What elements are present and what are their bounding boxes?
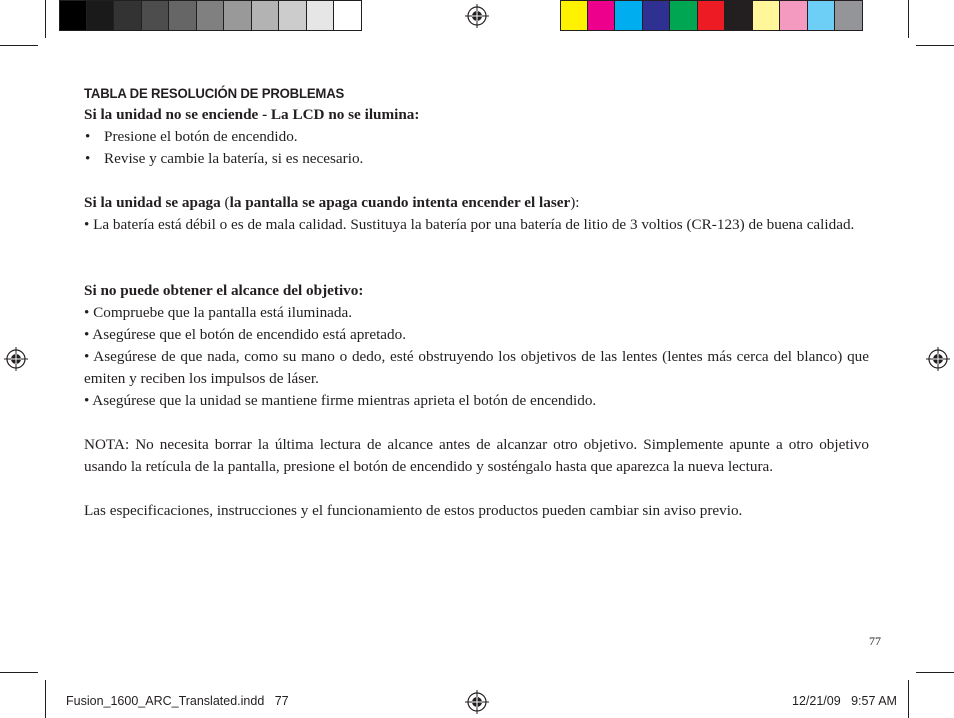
crop-mark [0,45,38,46]
list-item: • Compruebe que la pantalla está iluminada. [84,304,353,321]
question-text: la pantalla se apaga cuando intenta encender el laser [229,194,571,211]
crop-mark [908,0,909,38]
paren-close: ): [570,194,580,211]
crop-mark [908,680,909,718]
crop-mark [916,45,954,46]
color-swatch [835,0,863,31]
color-swatch [252,0,280,31]
section2-text: • La batería está débil o es de mala calidad. Sustituya la batería por una batería de litio de 3 voltios (CR-123) de buena calidad. [84,216,855,233]
cmyk-color-bar [560,0,863,32]
color-swatch [725,0,753,31]
page-title: TABLA DE RESOLUCIÓN DE PROBLEMAS [84,85,345,101]
color-swatch [224,0,252,31]
color-swatch [698,0,726,31]
grayscale-color-bar [59,0,362,32]
color-swatch [169,0,197,31]
color-swatch [307,0,335,31]
section1-question: Si la unidad no se enciende - La LCD no se ilumina: [84,106,420,123]
page-number: 77 [869,634,881,648]
list-item: • Presione el botón de encendido. [84,126,869,148]
list-item: • Asegúrese de que nada, como su mano o dedo, esté obstruyendo los objetivos de las lentes (lentes más cerca del blanco) que emiten y reciben los impulsos de láser. [84,348,869,387]
crop-mark [45,0,46,38]
disclaimer-paragraph: Las especificaciones, instrucciones y el funcionamiento de estos productos pueden cambiar sin aviso previo. [84,502,743,519]
crop-mark [916,672,954,673]
registration-mark-icon [465,690,489,714]
section3-question: Si no puede obtener el alcance del objetivo: [84,282,364,299]
color-swatch [808,0,836,31]
list-item: • Asegúrese que la unidad se mantiene firme mientras aprieta el botón de encendido. [84,392,597,409]
paren-open: ( [224,194,230,211]
color-swatch [643,0,671,31]
crop-mark [0,672,38,673]
color-swatch [279,0,307,31]
color-swatch [197,0,225,31]
color-swatch [780,0,808,31]
color-swatch [334,0,362,31]
list-item: • Asegúrese que el botón de encendido está apretado. [84,326,407,343]
section2-question [84,192,869,214]
color-swatch [753,0,781,31]
crop-mark [45,680,46,718]
color-swatch [560,0,588,31]
color-swatch [615,0,643,31]
slug-datetime: 12/21/09 9:57 AM [792,694,897,708]
list-item: • Revise y cambie la batería, si es necesario. [84,148,869,170]
registration-mark-icon [4,347,28,371]
color-swatch [142,0,170,31]
question-text: Si la unidad se apaga [84,194,225,211]
note-paragraph: NOTA: No necesita borrar la última lectura de alcance antes de alcanzar otro objetivo. Simplemente apunte a otro objetivo usando la retícula de la pantalla, presione el botón de encendido y sosténgalo hasta que aparezca la nueva lectura. [84,436,869,475]
slug-file-info: Fusion_1600_ARC_Translated.indd 77 [66,694,289,708]
color-swatch [588,0,616,31]
document-content [84,82,869,522]
color-swatch [114,0,142,31]
registration-mark-icon [926,347,950,371]
section1-bullet-list [84,126,869,170]
color-swatch [670,0,698,31]
color-swatch [59,0,87,31]
registration-mark-icon [465,4,489,28]
color-swatch [87,0,115,31]
